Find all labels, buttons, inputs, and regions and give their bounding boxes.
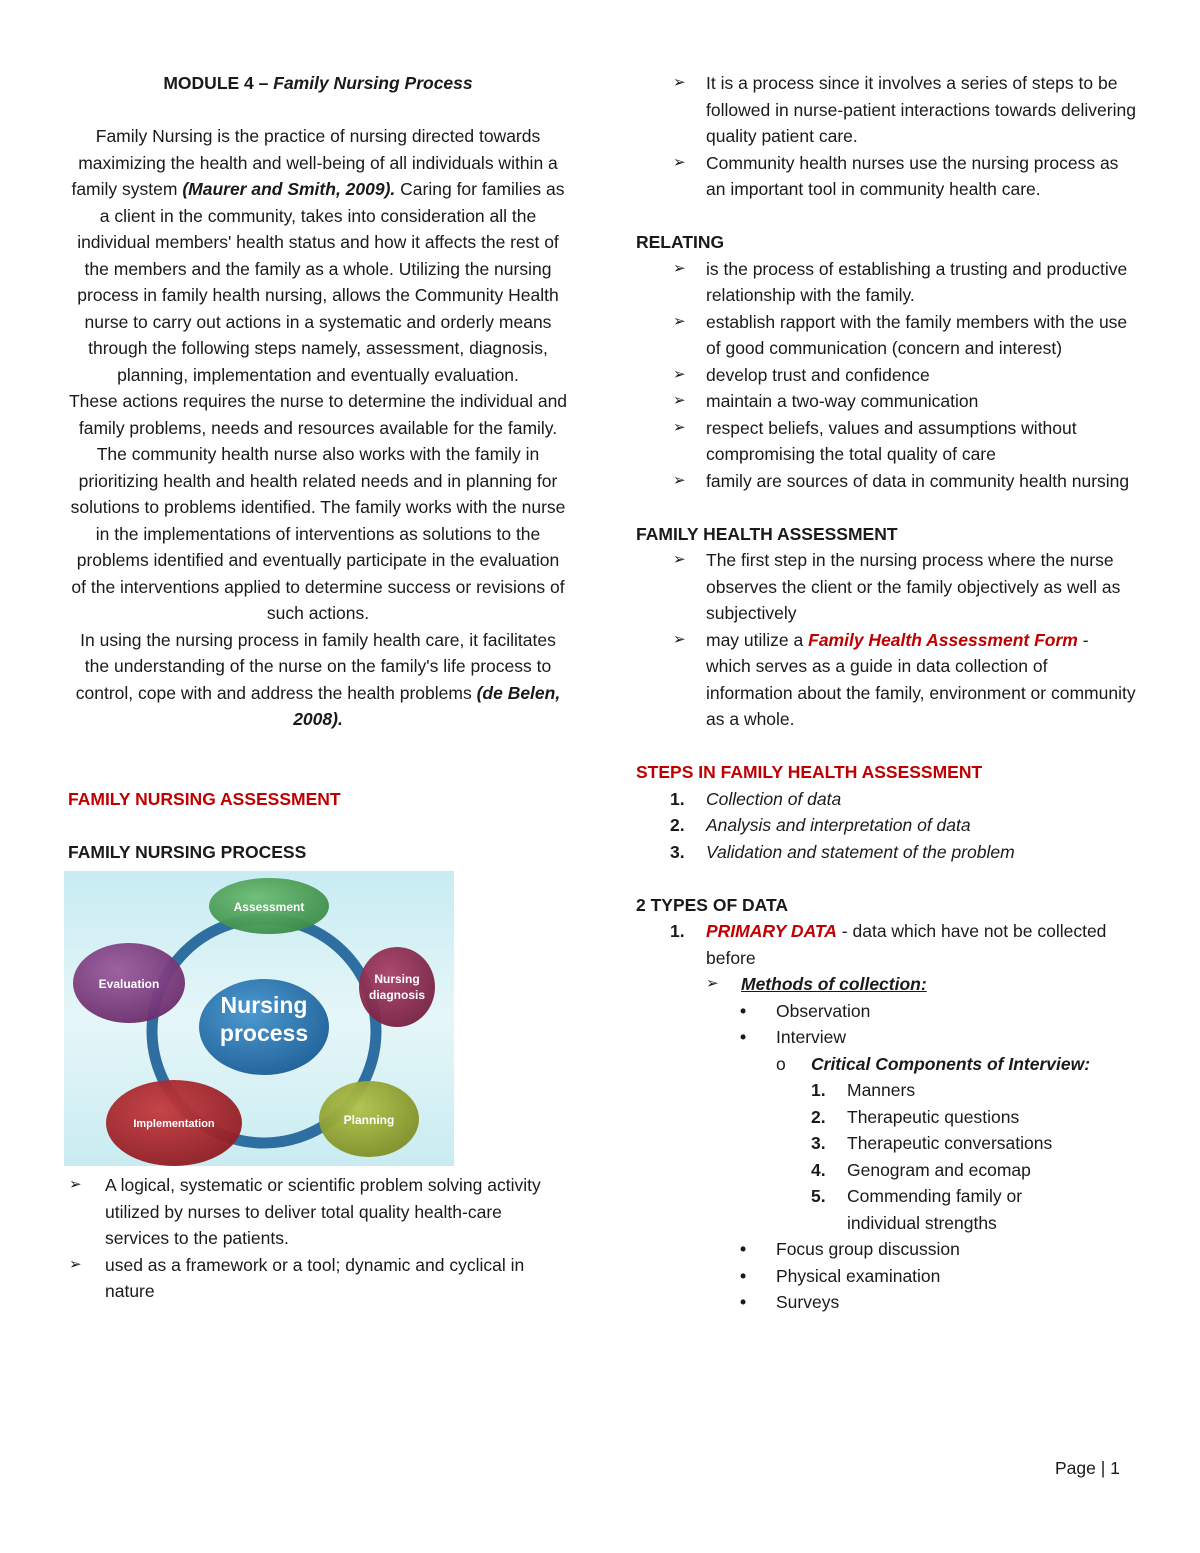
assessment-label: Assessment [233,900,305,914]
heading-steps: STEPS IN FAMILY HEALTH ASSESSMENT [636,762,983,782]
fha-form-name: Family Health Assessment Form [808,629,1078,650]
list-item: ➢ family are sources of data in community health nursing [636,468,1136,495]
list-item: 1. Manners [811,1080,916,1100]
list-item: ➢ may utilize a Family Health Assessment Form - which serves as a guide in data collection of information about the family, environment or community as a whole. [636,627,1136,733]
methods-list-b [636,1236,1136,1316]
list-item: ➢ The first step in the nursing process where the nurse observes the client or the family objectively as well as subjectively [636,547,1136,627]
planning-label: Planning [343,1113,395,1127]
methods-heading: ➢ Methods of collection: [636,971,1136,998]
heading-family-health-assessment: FAMILY HEALTH ASSESSMENT [636,523,898,544]
heading-family-nursing-process: FAMILY NURSING PROCESS [68,841,307,862]
list-item: 5. Commending family or individual strengths [811,1186,1023,1233]
list-item: ➢ is the process of establishing a trusting and productive relationship with the family. [636,256,1136,309]
diagnosis-label-line2: diagnosis [368,988,426,1002]
diagnosis-label-line1: Nursing [374,972,420,986]
usage-paragraph: In using the nursing process in family health care, it facilitates the understanding of the nurse on the family's life process to control, cope with and address the health problems (de Belen, 2008). [75,629,561,729]
list-item: ➢ It is a process since it involves a series of steps to be followed in nurse-patient interactions towards delivering quality patient care. [636,70,1136,150]
steps-list [636,786,1136,866]
list-item: • Interview [636,1024,1136,1051]
list-item: ➢ used as a framework or a tool; dynamic and cyclical in nature [68,1252,568,1305]
list-item: 1. PRIMARY DATA - data which have not be collected before [670,921,1107,968]
process-bullet-list [68,1172,568,1305]
list-item: ➢ A logical, systematic or scientific problem solving activity utilized by nurses to deliver total quality health-care services to the patients. [68,1172,568,1252]
evaluation-label: Evaluation [98,977,160,991]
list-item: ➢ Community health nurses use the nursing process as an important tool in community health care. [636,150,1136,203]
primary-data-label: PRIMARY DATA [706,921,837,941]
list-item: 2. Therapeutic questions [811,1106,1020,1127]
methods-list-a [636,998,1136,1051]
diagnosis-node [359,947,435,1027]
left-column [68,70,568,1305]
center-label-line2: process [219,1020,309,1046]
components-list [636,1077,1136,1236]
module-title: MODULE 4 – Family Nursing Process [163,73,473,93]
list-item: • Surveys [636,1289,1136,1316]
list-item: ➢ establish rapport with the family members with the use of good communication (concern and interest) [636,309,1136,362]
list-item: 1. Collection of data [670,788,842,809]
right-column [636,70,1136,1316]
list-item: 3. Validation and statement of the problem [670,841,1015,862]
list-item: • Physical examination [636,1263,1136,1290]
types-list [636,918,1136,971]
critical-components-heading: o Critical Components of Interview: [636,1051,1136,1078]
list-item: • Observation [636,998,1136,1025]
citation-de-belen: (de Belen, 2008). [293,682,561,729]
actions-paragraph: These actions requires the nurse to determine the individual and family problems, needs and resources available for the family. The community health nurse also works with the family in prioritizing health and health related needs and in planning for solutions to problems identified. The family works with the nurse in the implementations of interventions as solutions to the problems identified and eventually participate in the evaluation of the interventions applied to determine success or revisions of such actions. [68,391,568,623]
list-item: 2. Analysis and interpretation of data [670,815,971,835]
list-item: ➢ maintain a two-way communication [636,388,1136,415]
implementation-label: Implementation [133,1118,215,1130]
citation-maurer-smith: (Maurer and Smith, 2009). [182,179,396,199]
intro-paragraph: Family Nursing is the practice of nursing directed towards maximizing the health and well-being of all individuals within a family system (Maurer and Smith, 2009). Caring for families as a client in the community, takes into consideration all the individual members' health status and how it affects the rest of the members and the family as a whole. Utilizing the nursing process in family health nursing, allows the Community Health nurse to carry out actions in a systematic and orderly means through the following steps namely, assessment, diagnosis, planning, implementation and eventually evaluation. [71,126,565,385]
list-item: 4. Genogram and ecomap [811,1159,1031,1180]
relating-list [636,256,1136,495]
nursing-process-diagram [64,871,454,1166]
list-item: ➢ respect beliefs, values and assumptions without compromising the total quality of care [636,415,1136,468]
process-continued-list [636,70,1136,203]
page-number: Page | 1 [1055,1458,1120,1478]
center-label-line1: Nursing [220,992,308,1018]
list-item: • Focus group discussion [636,1236,1136,1263]
fha-list [636,547,1136,733]
list-item: 3. Therapeutic conversations [811,1133,1053,1153]
list-item: ➢ develop trust and confidence [636,362,1136,389]
heading-relating: RELATING [636,232,725,252]
heading-family-nursing-assessment: FAMILY NURSING ASSESSMENT [68,788,341,809]
heading-types-of-data: 2 TYPES OF DATA [636,894,789,915]
